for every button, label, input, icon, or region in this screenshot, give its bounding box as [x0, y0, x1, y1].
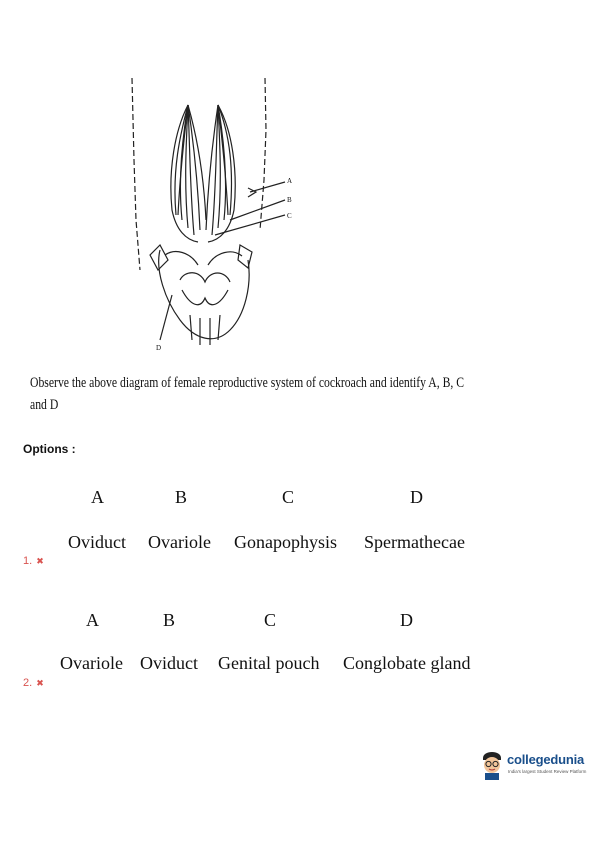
mascot-face-icon: [480, 748, 504, 780]
option-1-number: 1. ✖: [23, 555, 44, 567]
logo-brand-text: collegedunia: [507, 752, 585, 767]
option-2-answer-a: Ovariole: [60, 653, 123, 673]
option-2-answer-b: Oviduct: [140, 653, 198, 673]
option-2-header-d: D: [400, 610, 413, 630]
option-1-answer-d: Spermathecae: [364, 532, 465, 552]
option-1-answer-c: Gonapophysis: [234, 532, 337, 552]
wrong-mark-icon: ✖: [36, 556, 44, 566]
diagram-label-c: C: [287, 212, 292, 220]
wrong-mark-icon: ✖: [36, 678, 44, 688]
options-label: Options :: [23, 442, 76, 456]
diagram-label-b: B: [287, 196, 292, 204]
option-1-answer-a: Oviduct: [68, 532, 126, 552]
diagram-label-d: D: [156, 344, 162, 352]
option-1-header-d: D: [410, 487, 423, 507]
option-2-number: 2. ✖: [23, 677, 44, 689]
option-2-header-a: A: [86, 610, 99, 630]
option-1-header-b: B: [175, 487, 188, 507]
cockroach-reproductive-diagram: [120, 70, 310, 360]
option-2-answer-c: Genital pouch: [218, 653, 320, 673]
collegedunia-logo: [480, 748, 590, 782]
option-1-answer-b: Ovariole: [148, 532, 211, 552]
logo-tagline: India's largest Student Review Platform: [508, 769, 587, 774]
option-2-header-b: B: [163, 610, 176, 630]
option-1-header-c: C: [282, 487, 295, 507]
question-text: Observe the above diagram of female reproductive system of cockroach and identify A, B, C and D: [30, 375, 465, 413]
option-1-header-a: A: [91, 487, 104, 507]
option-2-answer-d: Conglobate gland: [343, 653, 471, 673]
option-2-header-c: C: [264, 610, 277, 630]
diagram-label-a: A: [287, 177, 293, 185]
